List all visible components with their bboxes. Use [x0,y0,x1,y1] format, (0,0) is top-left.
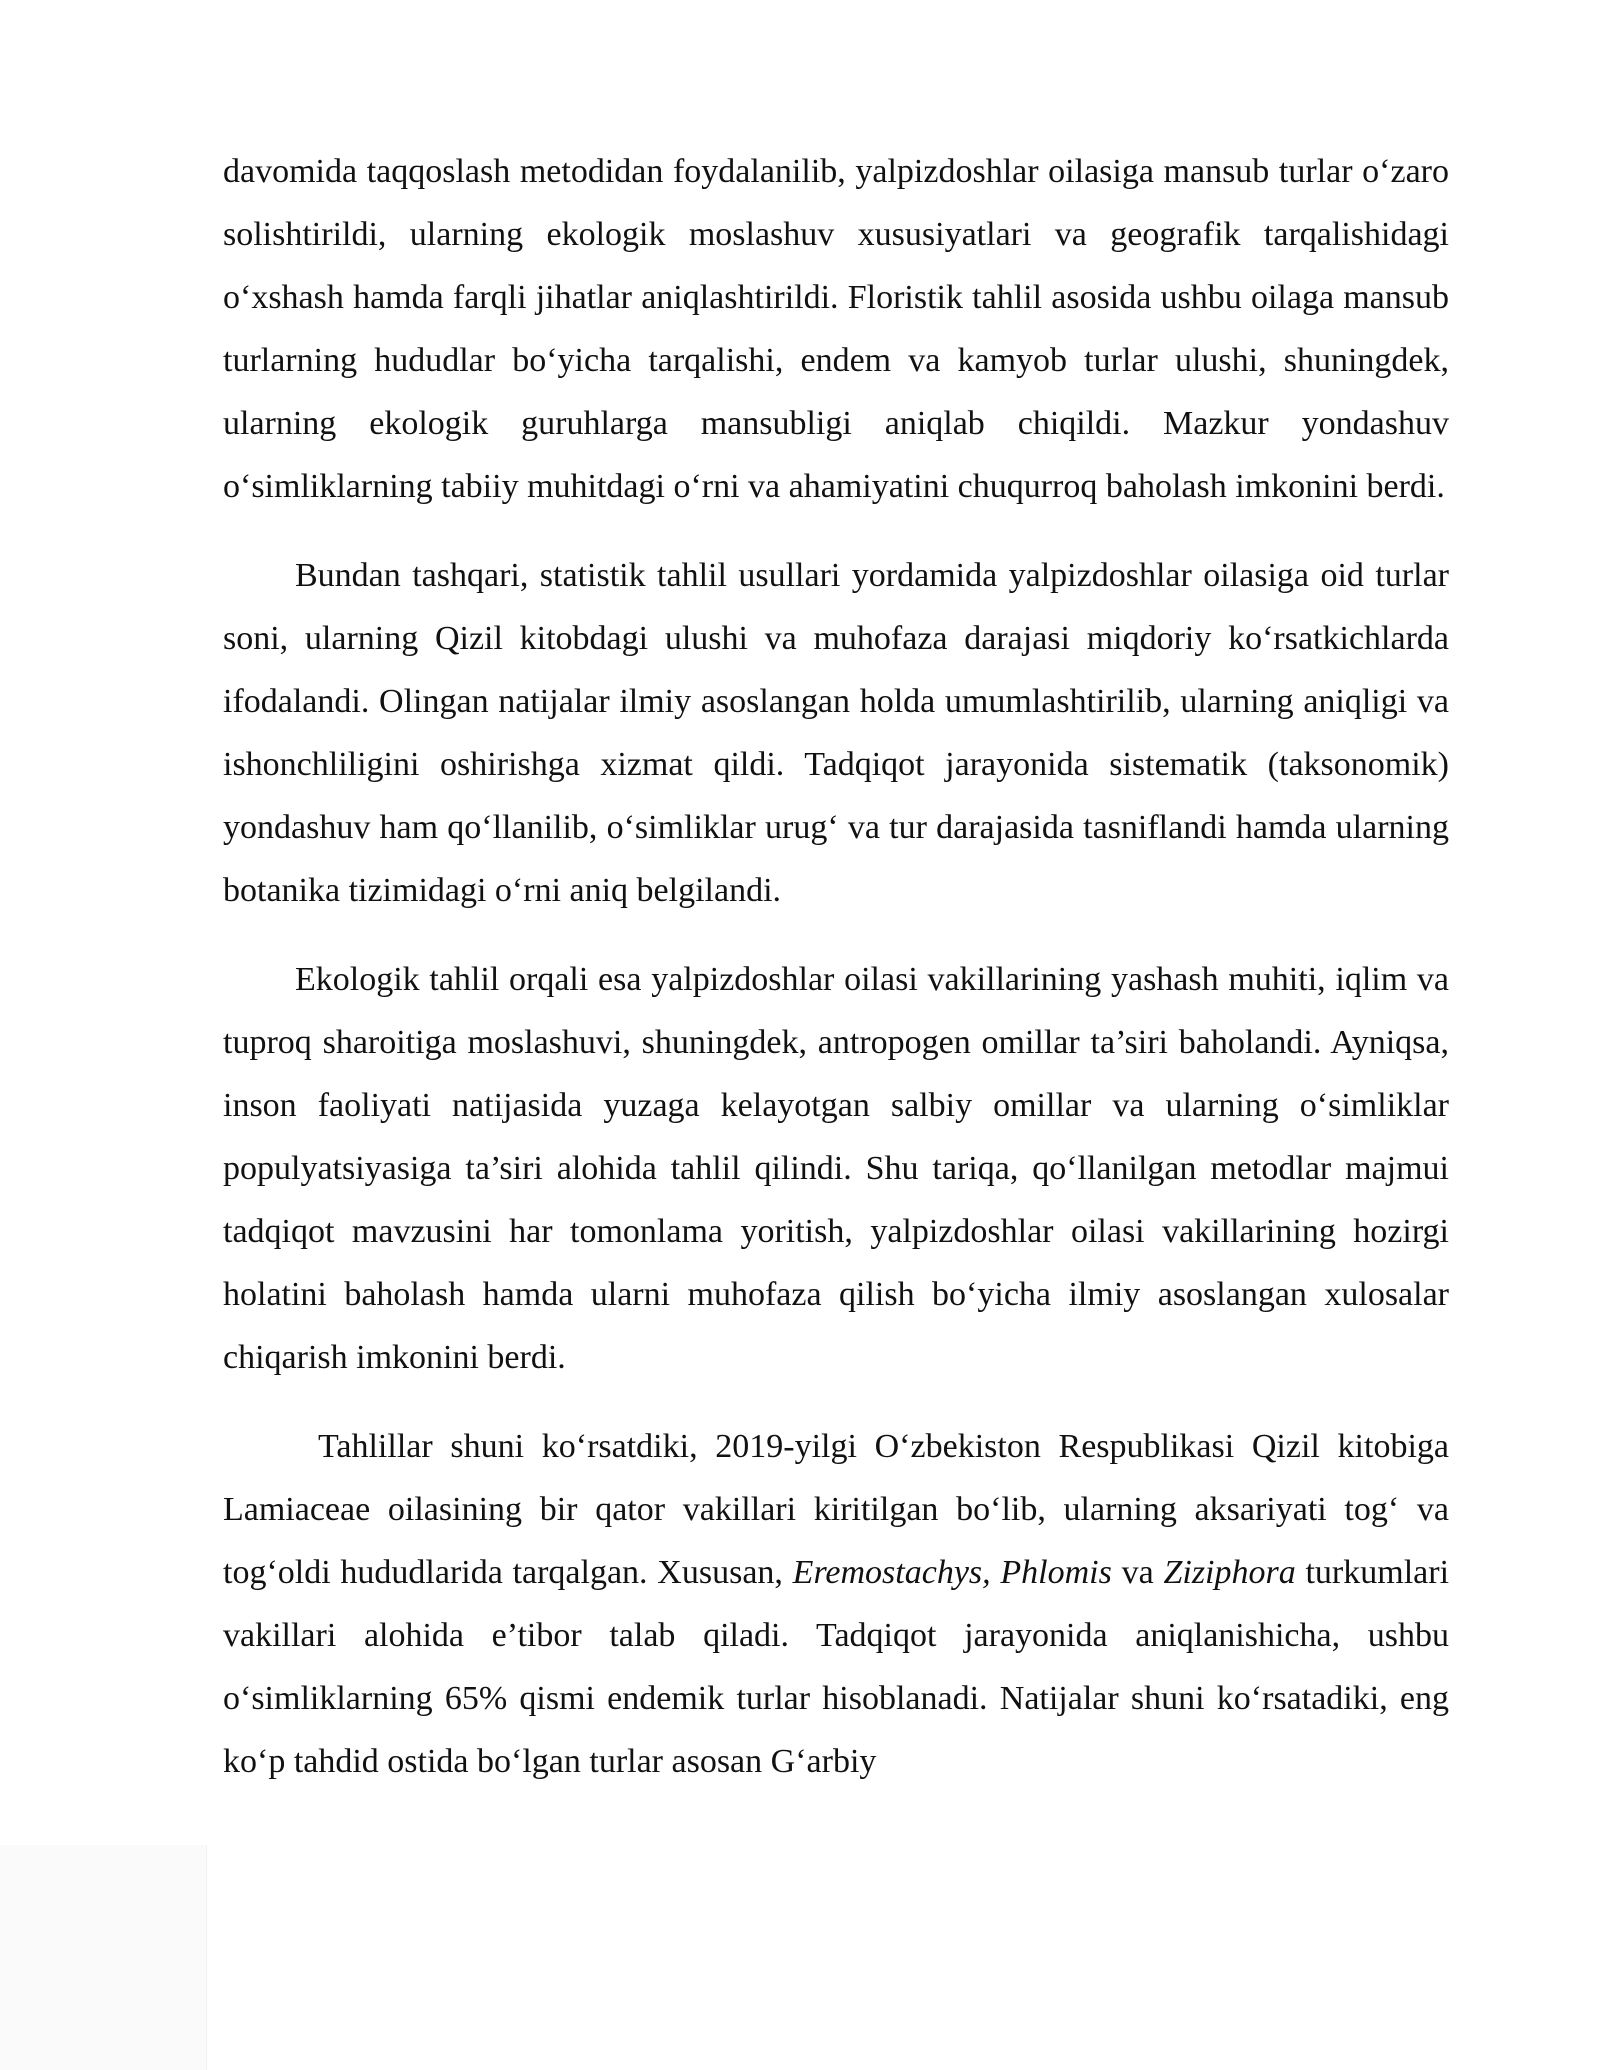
text-run: Ekologik tahlil orqali esa yalpizdoshlar oilasi vakillarining yashash muhiti, iqlim va tuproq sharoitiga moslashuvi, shuningdek, antropogen omillar ta’siri baholandi. Ayniqsa, inson faoliyati natijasida yuzaga kelayotgan salbiy omillar va ularning oʻsimliklar populyatsiyasiga ta’siri alohida tahlil qilindi. Shu tariqa, qoʻllanilgan metodlar majmui tadqiqot mavzusini har tomonlama yoritish, yalpizdoshlar oilasi vakillarining hozirgi holatini baholash hamda ularni muhofaza qilish boʻyicha ilmiy asoslangan xulosalar chiqarish imkonini berdi. [223,961,1449,1376]
text-block [223,0,1449,1819]
paragraph-2 [223,544,1449,922]
genus-name-italic: Eremostachys, Phlomis [792,1554,1112,1591]
text-run: davomida taqqoslash metodidan foydalanilib, yalpizdoshlar oilasiga mansub turlar oʻzaro solishtirildi, ularning ekologik moslashuv xususiyatlari va geografik tarqalishidagi oʻxshash hamda farqli jihatlar aniqlashtirildi. Floristik tahlil asosida ushbu oilaga mansub turlarning hududlar boʻyicha tarqalishi, endem va kamyob turlar ulushi, shuningdek, ularning ekologik guruhlarga mansubligi aniqlab chiqildi. Mazkur yondashuv oʻsimliklarning tabiiy muhitdagi oʻrni va ahamiyatini chuqurroq baholash imkonini berdi. [223,153,1449,505]
paragraph-1 [223,140,1449,518]
genus-name-italic: Ziziphora [1163,1554,1296,1591]
text-run: Tahlillar shuni koʻrsatdiki, 2019-yilgi Oʻzbekiston Respublikasi Qizil kitobiga Lamiaceae oilasining bir qator vakillari kiritilgan boʻlib, ularning aksariyati togʻ va togʻoldi hududlarida tarqalgan. Xususan, [223,1428,1449,1591]
text-run: turkumlari vakillari alohida e’tibor talab qiladi. Tadqiqot jarayonida aniqlanishicha, ushbu oʻsimliklarning 65% qismi endemik turlar hisoblanadi. Natijalar shuni koʻrsatadiki, eng koʻp tahdid ostida boʻlgan turlar asosan Gʻarbiy [223,1554,1450,1780]
text-run: Bundan tashqari, statistik tahlil usullari yordamida yalpizdoshlar oilasiga oid turlar soni, ularning Qizil kitobdagi ulushi va muhofaza darajasi miqdoriy koʻrsatkichlarda ifodalandi. Olingan natijalar ilmiy asoslangan holda umumlashtirilib, ularning aniqligi va ishonchliligini oshirishga xizmat qildi. Tadqiqot jarayonida sistematik (taksonomik) yondashuv ham qoʻllanilib, oʻsimliklar urugʻ va tur darajasida tasniflandi hamda ularning botanika tizimidagi oʻrni aniq belgilandi. [223,557,1449,909]
scan-edge-artifact [0,1845,207,2070]
paragraph-3 [223,948,1449,1389]
paragraph-4 [223,1415,1449,1793]
text-run: va [1111,1554,1164,1591]
